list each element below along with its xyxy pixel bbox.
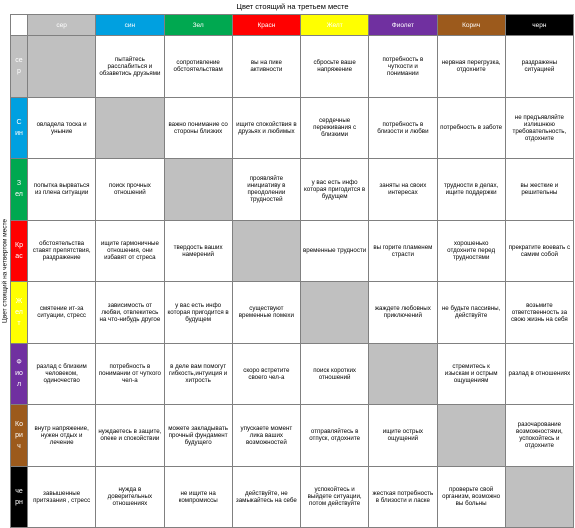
matrix-cell: потребность в чуткости и понимании	[369, 36, 437, 98]
matrix-cell: разлад с близким человеком, одиночество	[28, 343, 96, 405]
column-header-6: Фиолет	[369, 15, 437, 36]
column-header-row	[11, 15, 574, 36]
diagonal-empty-cell	[96, 97, 164, 159]
matrix-cell: поиск прочных отношений	[96, 159, 164, 221]
matrix-row	[11, 159, 574, 221]
matrix-cell: сердечные переживания с близкими	[301, 97, 369, 159]
matrix-cell: не будьте пассивны, действуйте	[437, 282, 505, 344]
matrix-cell: поиск коротких отношений	[301, 343, 369, 405]
matrix-cell: зависимость от любви, отвлекитесь на что-нибудь другое	[96, 282, 164, 344]
column-header-3: Зел	[164, 15, 232, 36]
matrix-cell: возьмите ответственность за свою жизнь на себя	[505, 282, 573, 344]
column-header-5: Желт	[301, 15, 369, 36]
color-matrix-table	[10, 14, 574, 528]
matrix-cell: вы на пике активности	[232, 36, 300, 98]
row-header-4	[11, 220, 28, 282]
diagonal-empty-cell	[164, 159, 232, 221]
row-header-letters: Фиол	[15, 359, 23, 389]
matrix-cell: проверьте свой организм, возможно вы больны	[437, 466, 505, 528]
matrix-cell: действуйте, не замыкайтесь на себе	[232, 466, 300, 528]
matrix-cell: пытайтесь расслабиться и обзаветись друзьями	[96, 36, 164, 98]
matrix-cell: разочарование возможностями, успокойтесь и отдохните	[505, 405, 573, 467]
row-header-letters: Крас	[15, 241, 23, 260]
matrix-cell: ищите острых ощущений	[369, 405, 437, 467]
matrix-cell: овладела тоска и уныние	[28, 97, 96, 159]
row-header-letters: Желт	[15, 297, 23, 327]
matrix-row	[11, 282, 574, 344]
column-header-2: син	[96, 15, 164, 36]
row-header-letters: Зел	[15, 180, 23, 199]
row-header-1	[11, 36, 28, 98]
row-header-letters: Корич	[15, 420, 23, 450]
row-header-8	[11, 466, 28, 528]
matrix-cell: ищите спокойствия в друзьях и любимых	[232, 97, 300, 159]
row-header-letters: сер	[15, 57, 23, 76]
matrix-cell: нуждаетесь в защите, опеке и спокойствии	[96, 405, 164, 467]
matrix-row	[11, 220, 574, 282]
matrix-cell: обстоятельства ставят препятствия, раздражение	[28, 220, 96, 282]
diagonal-empty-cell	[301, 282, 369, 344]
matrix-cell: потребность в понимании от чуткого чел-а	[96, 343, 164, 405]
matrix-cell: стремитесь к изыскам и острым ощущениям	[437, 343, 505, 405]
matrix-cell: у вас есть инфо которая пригодится в будущем	[301, 159, 369, 221]
matrix-cell: упускаете момент лика ваших возможностей	[232, 405, 300, 467]
matrix-body	[11, 36, 574, 528]
column-header-7: Корич	[437, 15, 505, 36]
matrix-cell: попытка вырваться из плена ситуации	[28, 159, 96, 221]
matrix-cell: хорошенько отдохните перед трудностями	[437, 220, 505, 282]
top-caption: Цвет стоящий на третьем месте	[236, 2, 349, 11]
matrix-cell: потребность в заботе	[437, 97, 505, 159]
matrix-cell: смятение ит-за ситуации, стресс	[28, 282, 96, 344]
matrix-row	[11, 36, 574, 98]
matrix-cell: не предъявляйте излишнюю требовательность, отдохните	[505, 97, 573, 159]
matrix-cell: нужда в доверительных отношениях	[96, 466, 164, 528]
row-header-letters: Син	[15, 118, 23, 137]
matrix-cell: внутр напряжение, нужен отдых и лечение	[28, 405, 96, 467]
diagonal-empty-cell	[437, 405, 505, 467]
matrix-cell: скоро встретите своего чел-а	[232, 343, 300, 405]
matrix-cell: раздражены ситуацией	[505, 36, 573, 98]
matrix-cell: твердость ваших намерений	[164, 220, 232, 282]
matrix-cell: важно понимание со стороны близких	[164, 97, 232, 159]
matrix-cell: сбросьте ваше напряжение	[301, 36, 369, 98]
matrix-cell: вы жесткие и решительны	[505, 159, 573, 221]
row-header-7	[11, 405, 28, 467]
matrix-cell: можете закладывать прочный фундамент будущего	[164, 405, 232, 467]
matrix-cell: нервная перегрузка, отдохните	[437, 36, 505, 98]
side-caption	[0, 15, 10, 527]
matrix-cell: в деле вам помогут гибкость,интуиция и хитрость	[164, 343, 232, 405]
column-header-1: сер	[28, 15, 96, 36]
matrix-cell: жаждете любовных приключений	[369, 282, 437, 344]
matrix-cell: разлад в отношениях	[505, 343, 573, 405]
matrix-cell: временные трудности	[301, 220, 369, 282]
matrix-cell: ищите гармоничные отношения, они избавят от стреса	[96, 220, 164, 282]
matrix-cell: завышенные притязания , стресс	[28, 466, 96, 528]
row-header-letters: черн	[15, 487, 23, 506]
matrix-row	[11, 466, 574, 528]
diagonal-empty-cell	[28, 36, 96, 98]
matrix-row	[11, 343, 574, 405]
matrix-cell: проявляйте инициативу в преодолении трудностей	[232, 159, 300, 221]
matrix-cell: заняты на своих интересах	[369, 159, 437, 221]
column-header-8: черн	[505, 15, 573, 36]
diagonal-empty-cell	[369, 343, 437, 405]
column-header-4: Красн	[232, 15, 300, 36]
matrix-row	[11, 405, 574, 467]
matrix-cell: сопротивление обстоятельствам	[164, 36, 232, 98]
matrix-cell: отправляйтесь в отпуск, отдохните	[301, 405, 369, 467]
matrix-cell: вы горите пламенем страсти	[369, 220, 437, 282]
side-caption-text: Цвет стоящий на четвертом месте	[1, 219, 9, 323]
matrix-cell: жесткая потребность в близости и ласке	[369, 466, 437, 528]
row-header-6	[11, 343, 28, 405]
matrix-row	[11, 97, 574, 159]
row-header-2	[11, 97, 28, 159]
matrix-cell: не ищите на компромиссы	[164, 466, 232, 528]
diagonal-empty-cell	[232, 220, 300, 282]
matrix-cell: трудности в делах, ищите поддержки	[437, 159, 505, 221]
diagonal-empty-cell	[505, 466, 573, 528]
corner-cell	[11, 15, 28, 36]
matrix-cell: у вас есть инфо которая пригодится в будущем	[164, 282, 232, 344]
matrix-cell: существуют временные помехи	[232, 282, 300, 344]
matrix-cell: потребность в близости и любви	[369, 97, 437, 159]
row-header-5	[11, 282, 28, 344]
matrix-cell: прекратите воевать с самим собой	[505, 220, 573, 282]
row-header-3	[11, 159, 28, 221]
matrix-cell: успокойтесь и выйдете ситуации, потом действуйте	[301, 466, 369, 528]
